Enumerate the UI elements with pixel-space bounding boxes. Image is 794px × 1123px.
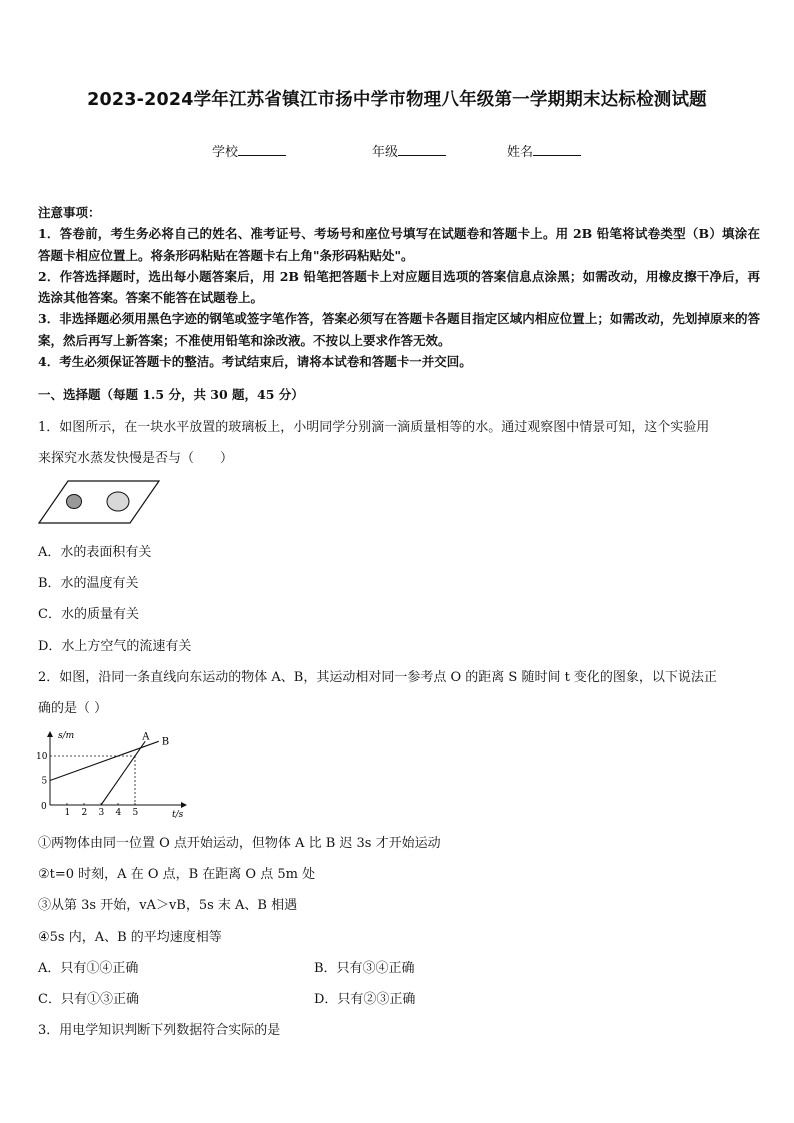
section-heading: 一、选择题（每题 1.5 分，共 30 题，45 分） bbox=[38, 387, 304, 402]
y-tick-label: 5 bbox=[41, 776, 48, 787]
x-tick-label: 5 bbox=[132, 808, 139, 818]
q2-statement-3: ③从第 3s 开始，vA＞vB，5s 末 A、B 相遇 bbox=[38, 898, 298, 913]
note-item: 2．作答选择题时，选出每小题答案后，用 2B 铅笔把答题卡上对应题目选项的答案信息点涂黑；如需改动，用橡皮擦干净后，再选涂其他答案。答案不能答在试题卷上。 bbox=[38, 268, 760, 306]
q2-option-c[interactable]: C．只有①③正确 bbox=[38, 992, 139, 1007]
series-label-a: A bbox=[142, 731, 150, 743]
small-water-drop bbox=[67, 495, 82, 509]
q1-stem-line1: 1．如图所示，在一块水平放置的玻璃板上，小明同学分别滴一滴质量相等的水。通过观察图中情景可知，这个实验用 bbox=[38, 420, 710, 435]
series-label-b: B bbox=[161, 736, 170, 748]
q2-statement-2: ②t=0 时刻，A 在 O 点，B 在距离 O 点 5m 处 bbox=[38, 867, 316, 882]
grade-label: 年级 bbox=[372, 145, 399, 160]
large-water-drop bbox=[107, 492, 129, 511]
x-tick-label: 3 bbox=[98, 808, 105, 818]
series-line-a bbox=[101, 741, 145, 805]
q2-st-graph bbox=[36, 726, 196, 820]
q1-option-c[interactable]: C．水的质量有关 bbox=[38, 607, 139, 622]
student-info-fields bbox=[0, 141, 794, 161]
name-field[interactable] bbox=[507, 141, 581, 160]
q1-option-d[interactable]: D．水上方空气的流速有关 bbox=[38, 639, 192, 654]
q1-option-b[interactable]: B．水的温度有关 bbox=[38, 576, 139, 591]
page-title: 2023-2024学年江苏省镇江市扬中学市物理八年级第一学期期末达标检测试题 bbox=[87, 90, 707, 110]
notes-block bbox=[38, 202, 760, 372]
q2-option-b[interactable]: B．只有③④正确 bbox=[314, 961, 415, 976]
q2-stem-line2: 确的是（ ） bbox=[38, 701, 108, 716]
q1-option-a[interactable]: A．水的表面积有关 bbox=[38, 545, 152, 560]
y-axis-label: s/m bbox=[58, 731, 75, 741]
note-item: 1．答卷前，考生务必将自己的姓名、准考证号、考场号和座位号填写在试题卷和答题卡上。用 2B 铅笔将试卷类型（B）填涂在答题卡相应位置上。将条形码粘贴在答题卡右上角"条形码粘贴处"。 bbox=[38, 226, 760, 263]
note-item: 3．非选择题必须用黑色字迹的钢笔或签字笔作答，答案必须写在答题卡各题目指定区域内相应位置上；如需改动，先划掉原来的答案，然后再写上新答案；不准使用铅笔和涂改液。不按以上要求作答无效。 bbox=[38, 311, 760, 348]
notes-heading: 注意事项： bbox=[38, 205, 101, 220]
y-tick-label: 10 bbox=[36, 752, 48, 762]
q3-stem: 3．用电学知识判断下列数据符合实际的是 bbox=[38, 1023, 281, 1038]
q2-statement-4: ④5s 内，A、B 的平均速度相等 bbox=[38, 930, 222, 945]
origin-label: 0 bbox=[41, 802, 47, 812]
x-tick-label: 4 bbox=[115, 808, 122, 818]
grade-blank[interactable] bbox=[398, 143, 446, 156]
series-line-b bbox=[50, 741, 159, 780]
q2-option-a[interactable]: A．只有①④正确 bbox=[38, 961, 139, 976]
q2-stem-line1: 2．如图，沿同一条直线向东运动的物体 A、B，其运动相对同一参考点 O 的距离 S 随时间 t 变化的图象，以下说法正 bbox=[38, 670, 717, 685]
q2-statement-1: ①两物体由同一位置 O 点开始运动，但物体 A 比 B 迟 3s 才开始运动 bbox=[38, 836, 441, 851]
name-blank[interactable] bbox=[533, 143, 581, 156]
q1-stem-line2: 来探究水蒸发快慢是否与（ ） bbox=[38, 451, 234, 466]
x-axis-label: t/s bbox=[172, 810, 184, 820]
school-label: 学校 bbox=[212, 145, 239, 160]
note-item: 4．考生必须保证答题卡的整洁。考试结束后，请将本试卷和答题卡一并交回。 bbox=[38, 354, 472, 370]
glass-plate bbox=[39, 481, 159, 523]
grade-field[interactable] bbox=[372, 141, 446, 160]
school-blank[interactable] bbox=[238, 143, 286, 156]
x-tick-label: 2 bbox=[81, 808, 88, 818]
x-tick-label: 1 bbox=[64, 808, 71, 818]
q1-glass-plate-figure bbox=[36, 478, 162, 526]
school-field[interactable] bbox=[212, 141, 286, 160]
name-label: 姓名 bbox=[507, 145, 534, 160]
q2-option-d[interactable]: D．只有②③正确 bbox=[314, 992, 416, 1007]
